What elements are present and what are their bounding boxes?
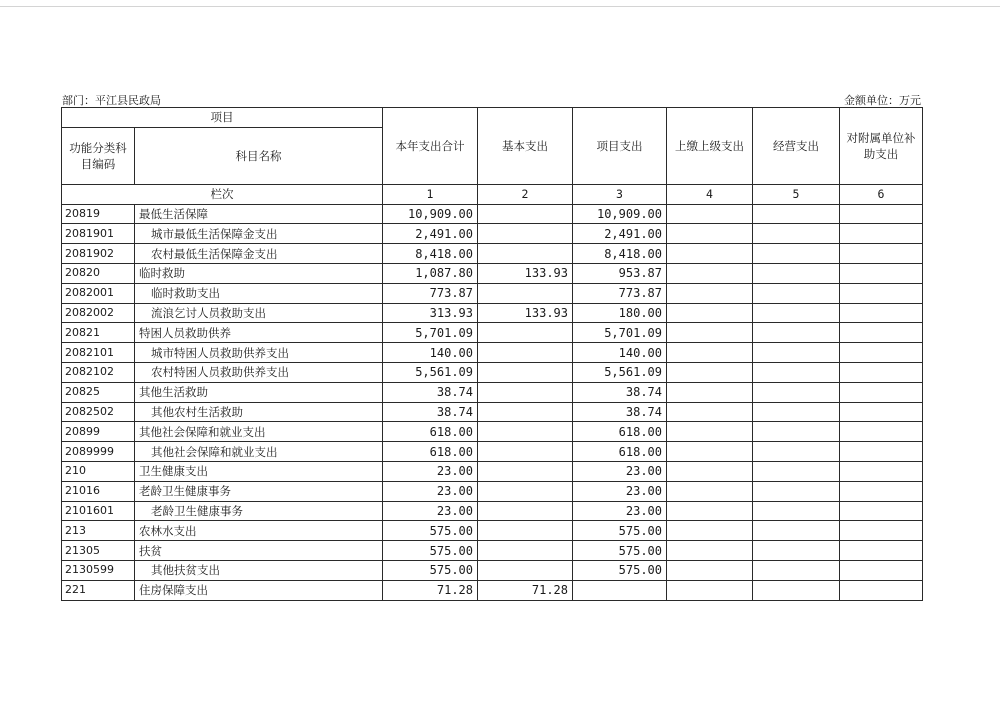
- cell-subsidy: [840, 362, 923, 382]
- page-top-rule: [0, 6, 1000, 7]
- cell-subsidy: [840, 461, 923, 481]
- cell-name: 临时救助: [135, 263, 383, 283]
- cell-code: 210: [62, 461, 135, 481]
- cell-project: 8,418.00: [573, 244, 667, 264]
- cell-name: 最低生活保障: [135, 204, 383, 224]
- department-label: 部门：平江县民政局: [62, 94, 161, 107]
- cell-subsidy: [840, 560, 923, 580]
- cell-upper: [667, 442, 753, 462]
- cell-name: 城市特困人员救助供养支出: [135, 343, 383, 363]
- expenditure-table: [61, 107, 923, 601]
- cell-business: [753, 461, 840, 481]
- cell-basic: [478, 422, 573, 442]
- cell-business: [753, 382, 840, 402]
- cell-business: [753, 501, 840, 521]
- cell-project: 773.87: [573, 283, 667, 303]
- cell-project: 180.00: [573, 303, 667, 323]
- cell-business: [753, 442, 840, 462]
- cell-business: [753, 560, 840, 580]
- cell-project: 575.00: [573, 521, 667, 541]
- cell-name: 其他社会保障和就业支出: [135, 422, 383, 442]
- cell-project: 23.00: [573, 461, 667, 481]
- table-row: [62, 303, 923, 323]
- cell-basic: [478, 382, 573, 402]
- currency-unit-label: 金额单位：万元: [844, 94, 921, 107]
- cell-code: 2081902: [62, 244, 135, 264]
- col-number-5: 5: [753, 184, 840, 204]
- cell-upper: [667, 362, 753, 382]
- cell-project: 140.00: [573, 343, 667, 363]
- table-row: [62, 560, 923, 580]
- cell-code: 2082102: [62, 362, 135, 382]
- cell-business: [753, 323, 840, 343]
- cell-project: 23.00: [573, 501, 667, 521]
- cell-total: 140.00: [383, 343, 478, 363]
- cell-total: 2,491.00: [383, 224, 478, 244]
- cell-code: 20825: [62, 382, 135, 402]
- cell-code: 2130599: [62, 560, 135, 580]
- cell-upper: [667, 402, 753, 422]
- cell-code: 21016: [62, 481, 135, 501]
- cell-total: 575.00: [383, 541, 478, 561]
- cell-basic: [478, 560, 573, 580]
- cell-business: [753, 224, 840, 244]
- cell-name: 老龄卫生健康事务: [135, 501, 383, 521]
- cell-subsidy: [840, 541, 923, 561]
- cell-total: 23.00: [383, 501, 478, 521]
- cell-project: 618.00: [573, 422, 667, 442]
- cell-subsidy: [840, 501, 923, 521]
- cell-subsidy: [840, 224, 923, 244]
- col-number-2: 2: [478, 184, 573, 204]
- cell-upper: [667, 244, 753, 264]
- cell-basic: [478, 461, 573, 481]
- cell-name: 其他农村生活救助: [135, 402, 383, 422]
- cell-basic: [478, 541, 573, 561]
- cell-code: 20819: [62, 204, 135, 224]
- cell-upper: [667, 382, 753, 402]
- cell-business: [753, 343, 840, 363]
- cell-total: 23.00: [383, 461, 478, 481]
- project-header: 项目: [62, 108, 383, 128]
- table-row: [62, 481, 923, 501]
- cell-total: 38.74: [383, 402, 478, 422]
- cell-total: 38.74: [383, 382, 478, 402]
- cell-basic: 71.28: [478, 580, 573, 600]
- cell-subsidy: [840, 204, 923, 224]
- cell-business: [753, 303, 840, 323]
- cell-subsidy: [840, 402, 923, 422]
- cell-name: 特困人员救助供养: [135, 323, 383, 343]
- cell-subsidy: [840, 283, 923, 303]
- cell-business: [753, 521, 840, 541]
- cell-subsidy: [840, 521, 923, 541]
- cell-upper: [667, 422, 753, 442]
- cell-project: 2,491.00: [573, 224, 667, 244]
- cell-subsidy: [840, 382, 923, 402]
- cell-name: 其他生活救助: [135, 382, 383, 402]
- cell-business: [753, 283, 840, 303]
- table-row: [62, 323, 923, 343]
- cell-business: [753, 402, 840, 422]
- cell-total: 618.00: [383, 422, 478, 442]
- cell-business: [753, 481, 840, 501]
- table-row: [62, 521, 923, 541]
- cell-project: 5,561.09: [573, 362, 667, 382]
- cell-basic: [478, 402, 573, 422]
- col-header-total: 本年支出合计: [383, 108, 478, 185]
- cell-basic: [478, 283, 573, 303]
- cell-upper: [667, 580, 753, 600]
- cell-name: 扶贫: [135, 541, 383, 561]
- func-code-header: 功能分类科目编码: [62, 127, 135, 184]
- cell-subsidy: [840, 343, 923, 363]
- cell-code: 2082002: [62, 303, 135, 323]
- table-row: [62, 422, 923, 442]
- cell-total: 575.00: [383, 560, 478, 580]
- cell-project: 23.00: [573, 481, 667, 501]
- cell-code: 213: [62, 521, 135, 541]
- cell-subsidy: [840, 422, 923, 442]
- table-row: [62, 402, 923, 422]
- cell-project: 38.74: [573, 402, 667, 422]
- cell-code: 2089999: [62, 442, 135, 462]
- cell-code: 2082101: [62, 343, 135, 363]
- cell-project: 618.00: [573, 442, 667, 462]
- cell-code: 20820: [62, 263, 135, 283]
- col-header-business: 经营支出: [753, 108, 840, 185]
- cell-subsidy: [840, 244, 923, 264]
- cell-code: 2082502: [62, 402, 135, 422]
- cell-total: 1,087.80: [383, 263, 478, 283]
- cell-basic: 133.93: [478, 303, 573, 323]
- cell-basic: [478, 481, 573, 501]
- cell-name: 老龄卫生健康事务: [135, 481, 383, 501]
- cell-code: 2082001: [62, 283, 135, 303]
- cell-business: [753, 263, 840, 283]
- cell-basic: [478, 362, 573, 382]
- cell-subsidy: [840, 263, 923, 283]
- cell-subsidy: [840, 303, 923, 323]
- cell-name: 卫生健康支出: [135, 461, 383, 481]
- col-number-6: 6: [840, 184, 923, 204]
- cell-upper: [667, 283, 753, 303]
- table-row: [62, 263, 923, 283]
- cell-total: 618.00: [383, 442, 478, 462]
- cell-upper: [667, 323, 753, 343]
- cell-total: 23.00: [383, 481, 478, 501]
- cell-business: [753, 422, 840, 442]
- cell-business: [753, 541, 840, 561]
- cell-name: 临时救助支出: [135, 283, 383, 303]
- cell-basic: [478, 343, 573, 363]
- col-number-4: 4: [667, 184, 753, 204]
- table-row: [62, 204, 923, 224]
- cell-project: 10,909.00: [573, 204, 667, 224]
- cell-name: 其他扶贫支出: [135, 560, 383, 580]
- cell-business: [753, 362, 840, 382]
- cell-total: 313.93: [383, 303, 478, 323]
- cell-code: 2081901: [62, 224, 135, 244]
- table-row: [62, 362, 923, 382]
- cell-total: 5,701.09: [383, 323, 478, 343]
- cell-name: 其他社会保障和就业支出: [135, 442, 383, 462]
- cell-name: 流浪乞讨人员救助支出: [135, 303, 383, 323]
- cell-project: 5,701.09: [573, 323, 667, 343]
- col-header-upper-remit: 上缴上级支出: [667, 108, 753, 185]
- cell-total: 8,418.00: [383, 244, 478, 264]
- cell-basic: [478, 501, 573, 521]
- cell-total: 575.00: [383, 521, 478, 541]
- col-header-basic: 基本支出: [478, 108, 573, 185]
- cell-project: 575.00: [573, 560, 667, 580]
- table-row: [62, 283, 923, 303]
- cell-upper: [667, 303, 753, 323]
- table-row: [62, 382, 923, 402]
- cell-total: 10,909.00: [383, 204, 478, 224]
- table-row: [62, 541, 923, 561]
- table-row: [62, 501, 923, 521]
- cell-upper: [667, 204, 753, 224]
- col-number-3: 3: [573, 184, 667, 204]
- cell-upper: [667, 224, 753, 244]
- cell-name: 农林水支出: [135, 521, 383, 541]
- cell-basic: [478, 244, 573, 264]
- col-number-1: 1: [383, 184, 478, 204]
- table-row: [62, 580, 923, 600]
- cell-subsidy: [840, 580, 923, 600]
- cell-name: 农村最低生活保障金支出: [135, 244, 383, 264]
- col-header-project: 项目支出: [573, 108, 667, 185]
- table-row: [62, 343, 923, 363]
- cell-basic: 133.93: [478, 263, 573, 283]
- cell-total: 5,561.09: [383, 362, 478, 382]
- cell-name: 农村特困人员救助供养支出: [135, 362, 383, 382]
- cell-business: [753, 580, 840, 600]
- cell-code: 20821: [62, 323, 135, 343]
- col-header-subsidy: 对附属单位补助支出: [840, 108, 923, 185]
- cell-code: 221: [62, 580, 135, 600]
- cell-basic: [478, 204, 573, 224]
- cell-total: 71.28: [383, 580, 478, 600]
- cell-name: 住房保障支出: [135, 580, 383, 600]
- cell-upper: [667, 461, 753, 481]
- cell-project: 953.87: [573, 263, 667, 283]
- row-label-header: 栏次: [62, 184, 383, 204]
- cell-upper: [667, 541, 753, 561]
- cell-upper: [667, 501, 753, 521]
- cell-upper: [667, 263, 753, 283]
- cell-upper: [667, 481, 753, 501]
- cell-subsidy: [840, 442, 923, 462]
- cell-business: [753, 244, 840, 264]
- cell-total: 773.87: [383, 283, 478, 303]
- cell-upper: [667, 343, 753, 363]
- subject-name-header: 科目名称: [135, 127, 383, 184]
- cell-basic: [478, 442, 573, 462]
- cell-upper: [667, 560, 753, 580]
- table-row: [62, 461, 923, 481]
- cell-business: [753, 204, 840, 224]
- cell-basic: [478, 323, 573, 343]
- table-row: [62, 442, 923, 462]
- cell-code: 21305: [62, 541, 135, 561]
- cell-upper: [667, 521, 753, 541]
- cell-name: 城市最低生活保障金支出: [135, 224, 383, 244]
- cell-project: 38.74: [573, 382, 667, 402]
- cell-basic: [478, 224, 573, 244]
- cell-subsidy: [840, 481, 923, 501]
- cell-basic: [478, 521, 573, 541]
- cell-code: 2101601: [62, 501, 135, 521]
- table-row: [62, 244, 923, 264]
- cell-subsidy: [840, 323, 923, 343]
- cell-code: 20899: [62, 422, 135, 442]
- cell-project: [573, 580, 667, 600]
- cell-project: 575.00: [573, 541, 667, 561]
- table-row: [62, 224, 923, 244]
